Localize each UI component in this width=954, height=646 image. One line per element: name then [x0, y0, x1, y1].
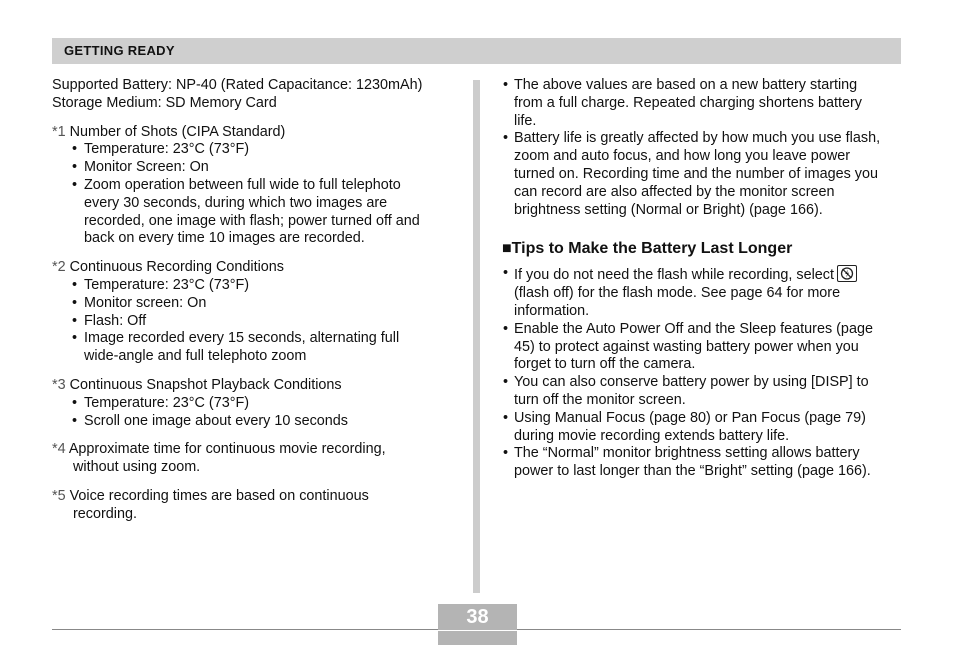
footnote-1-heading [52, 124, 457, 142]
list-item-continuation: back on every time 10 images are recorded. [84, 230, 365, 247]
list-item-continuation: power to last longer than the “Bright” setting (page 166). [514, 463, 871, 480]
list-item: • Temperature: 23°C (73°F) [72, 141, 250, 158]
list-item: • Enable the Auto Power Off and the Sleep features (page [503, 320, 873, 337]
section-heading-text: Tips to Make the Battery Last Longer [511, 240, 793, 258]
list-item: • The “Normal” monitor brightness setting allows battery [503, 445, 860, 462]
footnote-marker: *1 [52, 123, 66, 140]
list-item-continuation: turned on. Recording time and the number of images you [514, 165, 878, 182]
list-item-continuation: can record are also affected by the monitor screen [514, 183, 835, 200]
right-column [502, 77, 902, 481]
list-item: • Temperature: 23°C (73°F) [72, 276, 250, 293]
footnote-continuation: recording. [73, 505, 137, 522]
list-item-continuation: during movie recording extends battery life. [514, 427, 790, 444]
footnote-3-heading [52, 377, 457, 395]
supported-battery-line: Supported Battery: NP-40 (Rated Capacitance: 1230mAh) [52, 77, 423, 93]
column-divider [473, 80, 480, 593]
section-header-title: GETTING READY [64, 43, 175, 58]
list-item-continuation: 45) to protect against wasting battery power when you [514, 338, 859, 355]
list-item: • Image recorded every 15 seconds, alternating full [72, 330, 400, 347]
flash-off-icon [837, 265, 857, 282]
list-item: • You can also conserve battery power by using [DISP] to [503, 374, 869, 391]
footnote-5: *5 Voice recording times are based on continuous [52, 487, 369, 504]
page-number: 38 [438, 604, 517, 630]
footnote-continuation: without using zoom. [73, 459, 201, 476]
footnote-2-heading [52, 259, 457, 277]
list-item-continuation: every 30 seconds, during which two images are [84, 194, 388, 211]
list-item-continuation: brightness setting (Normal or Bright) (page 166). [514, 201, 823, 218]
left-column [52, 77, 457, 524]
list-item-continuation: (flash off) for the flash mode. See page 64 for more [514, 285, 841, 302]
footnote-marker: *4 [52, 441, 66, 458]
list-item: • The above values are based on a new battery starting [503, 77, 858, 93]
list-item-continuation: from a full charge. Repeated charging shortens battery [514, 94, 862, 111]
footnote-title: Continuous Recording Conditions [69, 259, 285, 276]
list-item-continuation: zoom and auto focus, and how long you leave power [514, 148, 851, 165]
list-item: • Temperature: 23°C (73°F) [72, 394, 250, 411]
section-header-bar [52, 38, 901, 64]
list-item: • Zoom operation between full wide to full telephoto [72, 176, 401, 193]
footnote-title: Continuous Snapshot Playback Conditions [69, 376, 342, 393]
list-item-continuation: wide-angle and full telephoto zoom [84, 348, 307, 365]
list-item: • If you do not need the flash while recording, select [502, 265, 902, 285]
list-item: • Scroll one image about every 10 seconds [72, 412, 348, 429]
footnote-marker: *3 [52, 376, 66, 393]
list-item: • Monitor Screen: On [72, 159, 209, 176]
footnote-title: Number of Shots (CIPA Standard) [69, 123, 286, 140]
list-item-continuation: forget to turn off the camera. [514, 356, 696, 373]
section-heading [502, 239, 902, 259]
list-item: • Using Manual Focus (page 80) or Pan Focus (page 79) [503, 409, 866, 426]
list-item-continuation: life. [514, 112, 537, 129]
list-item: • Monitor screen: On [72, 294, 207, 311]
list-item-continuation: turn off the monitor screen. [514, 391, 686, 408]
footnote-marker: *2 [52, 259, 66, 276]
footnote-4: *4 Approximate time for continuous movie recording, [52, 441, 386, 458]
list-item: • Flash: Off [72, 312, 147, 329]
list-item-continuation: information. [514, 302, 590, 319]
storage-medium-line: Storage Medium: SD Memory Card [52, 94, 277, 111]
page-number-tab [438, 631, 517, 645]
list-item: • Battery life is greatly affected by how much you use flash, [503, 130, 881, 147]
square-bullet-icon: ■ [502, 240, 512, 258]
list-item-continuation: recorded, one image with flash; power turned off and [84, 212, 420, 229]
footnote-marker: *5 [52, 487, 66, 504]
